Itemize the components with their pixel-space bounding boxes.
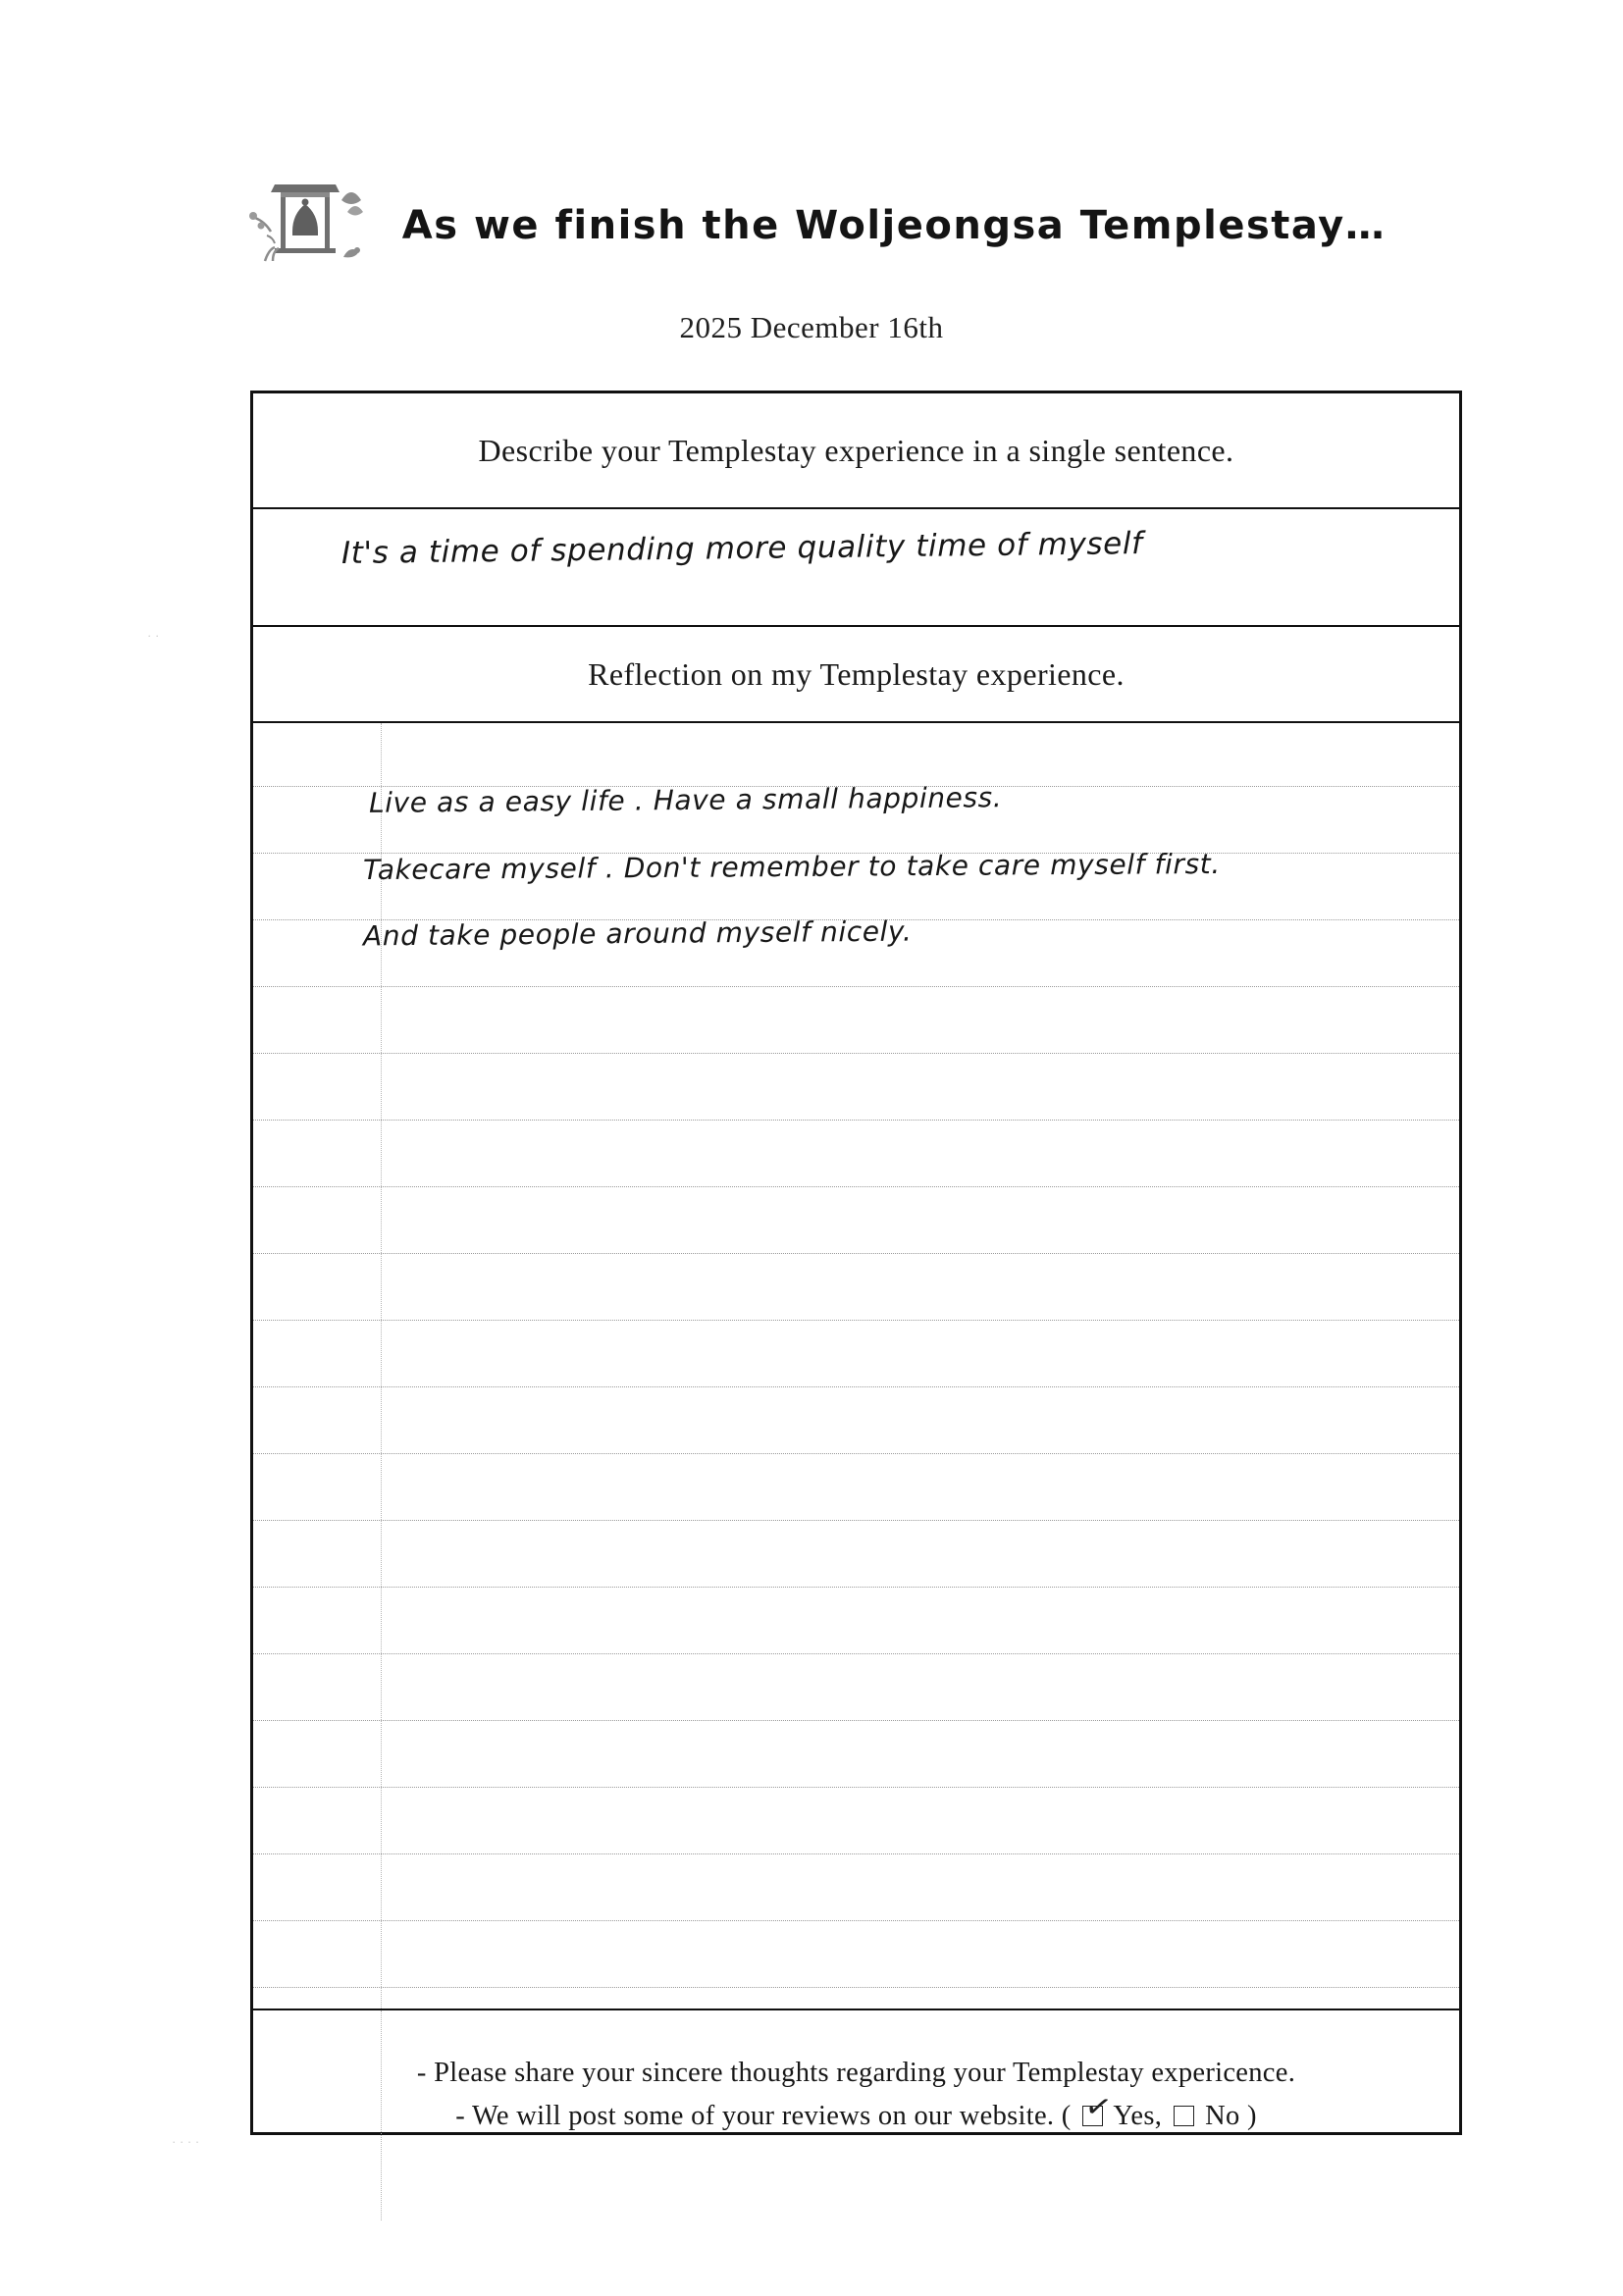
footer-note-1: - Please share your sincere thoughts regarding your Templestay expericence. xyxy=(416,2058,1296,2088)
scan-artifact: · · · · xyxy=(172,2134,200,2149)
checkbox-no[interactable] xyxy=(1174,2106,1194,2126)
check-mark-icon: ✓ xyxy=(1081,2085,1116,2128)
page-header xyxy=(0,167,1623,345)
page-title: As we finish the Woljeongsa Templestay… xyxy=(401,203,1387,248)
page-date: 2025 December 16th xyxy=(679,310,944,344)
question-1-label: Describe your Templestay experience in a single sentence. xyxy=(253,393,1459,509)
form-footer xyxy=(253,2010,1459,2228)
footer-note-2 xyxy=(283,2085,1430,2138)
answer-2-handwriting xyxy=(253,723,1459,2009)
answer-2-line-3: And take people around myself nicely. xyxy=(362,914,913,953)
answer-1-handwriting: It's a time of spending more quality time of myself xyxy=(340,526,1143,571)
footer-margin-guide-line xyxy=(381,2010,382,2220)
checkbox-no-label: No xyxy=(1205,2101,1240,2132)
footer-note-2-prefix: - We will post some of your reviews on our website. ( xyxy=(455,2101,1072,2132)
feedback-form xyxy=(250,391,1462,2135)
temple-bell-logo-icon xyxy=(237,167,385,285)
checkbox-yes[interactable] xyxy=(1081,2085,1116,2128)
header-row xyxy=(0,167,1623,285)
answer-1-field[interactable] xyxy=(253,509,1459,627)
question-2-label: Reflection on my Templestay experience. xyxy=(253,627,1459,723)
answer-2-field[interactable] xyxy=(253,723,1459,2010)
answer-2-line-1: Live as a easy life . Have a small happiness. xyxy=(368,781,1003,819)
answer-2-line-2: Takecare myself . Don't remember to take care myself first. xyxy=(362,847,1221,887)
footer-note-2-suffix: ) xyxy=(1246,2101,1257,2132)
checkbox-yes-label: Yes, xyxy=(1113,2101,1163,2132)
scan-artifact: · · xyxy=(147,628,160,643)
